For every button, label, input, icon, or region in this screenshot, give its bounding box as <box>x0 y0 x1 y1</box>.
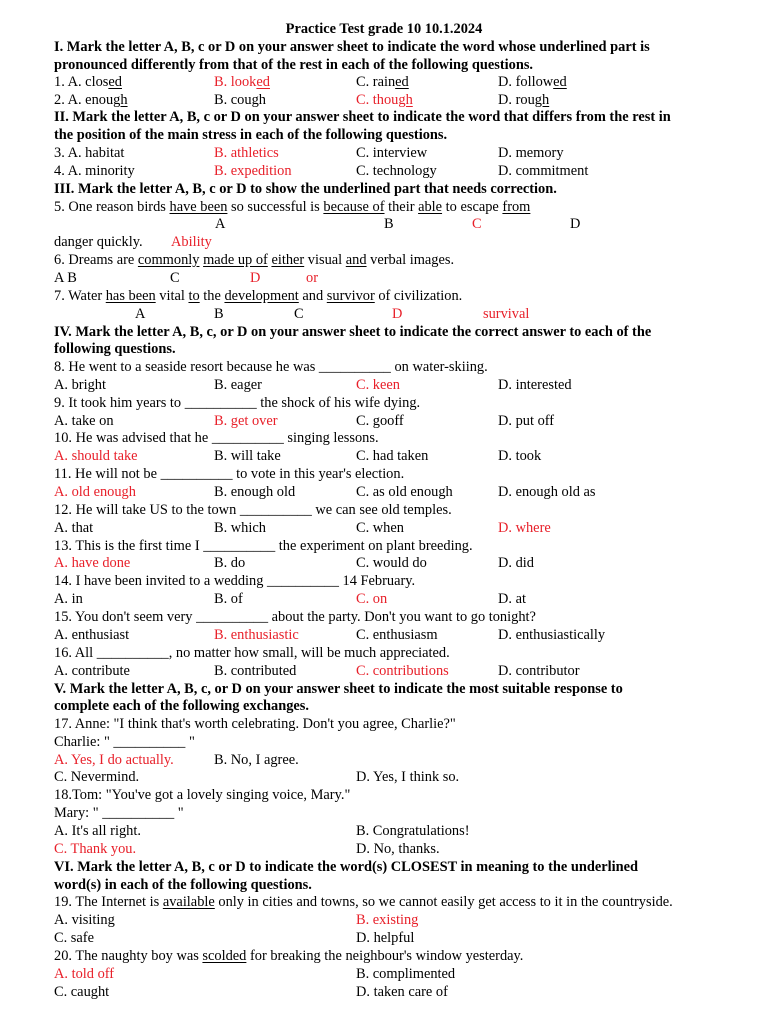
question-13 <box>0 537 768 555</box>
option-c: C. technology <box>356 163 437 179</box>
section-4-heading-cont <box>0 340 768 358</box>
option-d: D. commitment <box>498 163 589 179</box>
correction: or <box>306 270 318 286</box>
option-d: D. did <box>498 555 534 571</box>
option-a: A. visiting <box>54 912 115 928</box>
question-stem-cont: danger quickly. <box>54 234 143 250</box>
option-c: C. safe <box>54 930 94 946</box>
option-a: 2. A. enough <box>54 92 128 108</box>
option-a: A. contribute <box>54 663 130 679</box>
section-5-heading <box>0 680 768 698</box>
section-heading-line: pronounced differently from that of the rest in each of the following questions. <box>54 57 534 73</box>
option-b-answer: B. expedition <box>214 163 292 179</box>
question-stem: 16. All __________, no matter how small, will be much appreciated. <box>54 645 450 661</box>
option-b: B. do <box>214 555 246 571</box>
option-b: B. which <box>214 520 266 536</box>
question-18-options-ab <box>0 822 768 840</box>
question-18-options-cd <box>0 840 768 858</box>
option-d: D. rough <box>498 92 550 108</box>
question-19 <box>0 893 768 911</box>
question-14-options <box>0 590 768 608</box>
question-stem: 11. He will not be __________ to vote in this year's election. <box>54 466 405 482</box>
question-stem: 20. The naughty boy was scolded for breaking the neighbour's window yesterday. <box>54 948 524 964</box>
letter-c: C <box>170 270 180 286</box>
correction: Ability <box>171 234 212 250</box>
question-7 <box>0 287 768 305</box>
question-stem: 18.Tom: "You've got a lovely singing voice, Mary." <box>54 787 351 803</box>
reply-line: Mary: " __________ " <box>54 805 184 821</box>
question-17-options-cd <box>0 768 768 786</box>
question-16 <box>0 644 768 662</box>
option-b: B. Congratulations! <box>356 823 470 839</box>
question-stem: 17. Anne: "I think that's worth celebrating. Don't you agree, Charlie?" <box>54 716 456 732</box>
question-11 <box>0 465 768 483</box>
question-20-options-ab <box>0 965 768 983</box>
question-20-options-cd <box>0 983 768 1001</box>
option-a: 4. A. minority <box>54 163 135 179</box>
option-b-answer: B. athletics <box>214 145 279 161</box>
question-stem: 10. He was advised that he __________ singing lessons. <box>54 430 379 446</box>
question-stem: 13. This is the first time I __________ the experiment on plant breeding. <box>54 538 473 554</box>
option-a: A. take on <box>54 413 114 429</box>
question-10 <box>0 429 768 447</box>
option-c: C. as old enough <box>356 484 453 500</box>
option-b: B. will take <box>214 448 281 464</box>
question-9 <box>0 394 768 412</box>
question-15 <box>0 608 768 626</box>
question-1 <box>0 73 768 91</box>
option-c: C. gooff <box>356 413 404 429</box>
option-c-answer: C. Thank you. <box>54 841 137 857</box>
option-a: A. that <box>54 520 94 536</box>
page-title: Practice Test grade 10 10.1.2024 <box>285 21 483 37</box>
section-2-heading <box>0 108 768 126</box>
section-1-heading <box>0 38 768 56</box>
option-b: B. eager <box>214 377 262 393</box>
question-5-letters <box>0 215 768 233</box>
option-d: D. No, thanks. <box>356 841 440 857</box>
option-d: D. followed <box>498 74 567 90</box>
option-d: D. helpful <box>356 930 415 946</box>
option-b-answer: B. existing <box>356 912 419 928</box>
option-d: D. enough old as <box>498 484 596 500</box>
option-b: B. contributed <box>214 663 297 679</box>
section-heading-line: complete each of the following exchanges. <box>54 698 309 714</box>
question-17-reply <box>0 733 768 751</box>
section-6-heading <box>0 858 768 876</box>
option-c-answer: C. keen <box>356 377 400 393</box>
question-12 <box>0 501 768 519</box>
question-10-options <box>0 447 768 465</box>
option-c: C. enthusiasm <box>356 627 438 643</box>
option-a: A. in <box>54 591 83 607</box>
option-a: A. enthusiast <box>54 627 130 643</box>
option-c: C. Nevermind. <box>54 769 140 785</box>
option-c: C. had taken <box>356 448 429 464</box>
letter-b: B <box>214 306 224 322</box>
option-b: B. of <box>214 591 243 607</box>
section-5-heading-cont <box>0 697 768 715</box>
option-a-answer: A. Yes, I do actually. <box>54 752 174 768</box>
question-16-options <box>0 662 768 680</box>
section-heading-line: V. Mark the letter A, B, c, or D on your answer sheet to indicate the most suitable response to <box>54 681 623 697</box>
option-d-answer: D. where <box>498 520 551 536</box>
option-c: C. would do <box>356 555 427 571</box>
question-11-options <box>0 483 768 501</box>
question-20 <box>0 947 768 965</box>
question-12-options <box>0 519 768 537</box>
option-d: D. at <box>498 591 526 607</box>
option-b-answer: B. get over <box>214 413 278 429</box>
letter-a: A <box>215 216 226 232</box>
section-heading-line: VI. Mark the letter A, B, c or D to indicate the word(s) CLOSEST in meaning to the underlined <box>54 859 639 875</box>
question-8 <box>0 358 768 376</box>
question-stem: 12. He will take US to the town __________ we can see old temples. <box>54 502 452 518</box>
option-c-answer: C. though <box>356 92 413 108</box>
section-heading-line: III. Mark the letter A, B, c or D to show the underlined part that needs correction. <box>54 181 557 197</box>
option-b: B. cough <box>214 92 266 108</box>
question-14 <box>0 572 768 590</box>
correction: survival <box>483 306 530 322</box>
option-a-answer: A. old enough <box>54 484 136 500</box>
letter-d: D <box>570 216 581 232</box>
question-2 <box>0 91 768 109</box>
option-c-answer: C. contributions <box>356 663 449 679</box>
question-stem: 9. It took him years to __________ the shock of his wife dying. <box>54 395 421 411</box>
letter-ab: A B <box>54 270 77 286</box>
question-stem: 15. You don't seem very __________ about the party. Don't you want to go tonight? <box>54 609 536 625</box>
section-4-heading <box>0 323 768 341</box>
section-2-heading-cont <box>0 126 768 144</box>
question-15-options <box>0 626 768 644</box>
option-d: D. taken care of <box>356 984 448 1000</box>
question-19-options-cd <box>0 929 768 947</box>
option-d: D. took <box>498 448 542 464</box>
question-17 <box>0 715 768 733</box>
question-9-options <box>0 412 768 430</box>
section-heading-line: the position of the main stress in each of the following questions. <box>54 127 448 143</box>
option-a: A. It's all right. <box>54 823 141 839</box>
question-19-options-ab <box>0 911 768 929</box>
question-5 <box>0 198 768 216</box>
option-c-answer: C. on <box>356 591 388 607</box>
option-b-answer: B. enthusiastic <box>214 627 299 643</box>
section-heading-line: II. Mark the letter A, B, c or D on your answer sheet to indicate the word that differs from the rest in <box>54 109 671 125</box>
question-13-options <box>0 554 768 572</box>
question-stem: 14. I have been invited to a wedding __________ 14 February. <box>54 573 416 589</box>
letter-a: A <box>135 306 146 322</box>
option-d: D. memory <box>498 145 564 161</box>
question-17-options-ab <box>0 751 768 769</box>
question-stem: 7. Water has been vital to the development and survivor of civilization. <box>54 288 463 304</box>
question-8-options <box>0 376 768 394</box>
option-d: D. enthusiastically <box>498 627 606 643</box>
question-5-cont <box>0 233 768 251</box>
option-a: A. bright <box>54 377 106 393</box>
option-d: D. contributor <box>498 663 580 679</box>
option-b: B. complimented <box>356 966 456 982</box>
question-stem: 19. The Internet is available only in cities and towns, so we cannot easily get access to it in the countryside. <box>54 894 673 910</box>
option-a: 1. A. closed <box>54 74 122 90</box>
letter-d-answer: D <box>392 306 403 322</box>
option-b: B. enough old <box>214 484 296 500</box>
question-7-letters <box>0 305 768 323</box>
section-6-heading-cont <box>0 876 768 894</box>
option-a: 3. A. habitat <box>54 145 125 161</box>
section-heading-line: word(s) in each of the following questions. <box>54 877 312 893</box>
option-d: D. Yes, I think so. <box>356 769 460 785</box>
question-6 <box>0 251 768 269</box>
section-1-heading-cont <box>0 56 768 74</box>
question-18-reply <box>0 804 768 822</box>
question-stem: 6. Dreams are commonly made up of either visual and verbal images. <box>54 252 455 268</box>
question-6-letters <box>0 269 768 287</box>
question-stem: 5. One reason birds have been so successful is because of their able to escape from <box>54 199 531 215</box>
letter-c-answer: C <box>472 216 482 232</box>
section-heading-line: following questions. <box>54 341 176 357</box>
letter-d-answer: D <box>250 270 261 286</box>
option-b-answer: B. looked <box>214 74 270 90</box>
option-d: D. interested <box>498 377 572 393</box>
option-d: D. put off <box>498 413 555 429</box>
letter-b: B <box>384 216 394 232</box>
question-4 <box>0 162 768 180</box>
question-3 <box>0 144 768 162</box>
option-b: B. No, I agree. <box>214 752 299 768</box>
option-c: C. when <box>356 520 404 536</box>
section-3-heading <box>0 180 768 198</box>
option-c: C. interview <box>356 145 428 161</box>
question-stem: 8. He went to a seaside resort because he was __________ on water-skiing. <box>54 359 488 375</box>
section-heading-line: IV. Mark the letter A, B, c, or D on your answer sheet to indicate the correct answer to each of the <box>54 324 652 340</box>
reply-line: Charlie: " __________ " <box>54 734 195 750</box>
question-18 <box>0 786 768 804</box>
option-a-answer: A. told off <box>54 966 115 982</box>
option-a-answer: A. have done <box>54 555 131 571</box>
option-c: C. rained <box>356 74 409 90</box>
section-heading-line: I. Mark the letter A, B, c or D on your answer sheet to indicate the word whose underlined part is <box>54 39 650 55</box>
letter-c: C <box>294 306 304 322</box>
option-a-answer: A. should take <box>54 448 138 464</box>
option-c: C. caught <box>54 984 110 1000</box>
